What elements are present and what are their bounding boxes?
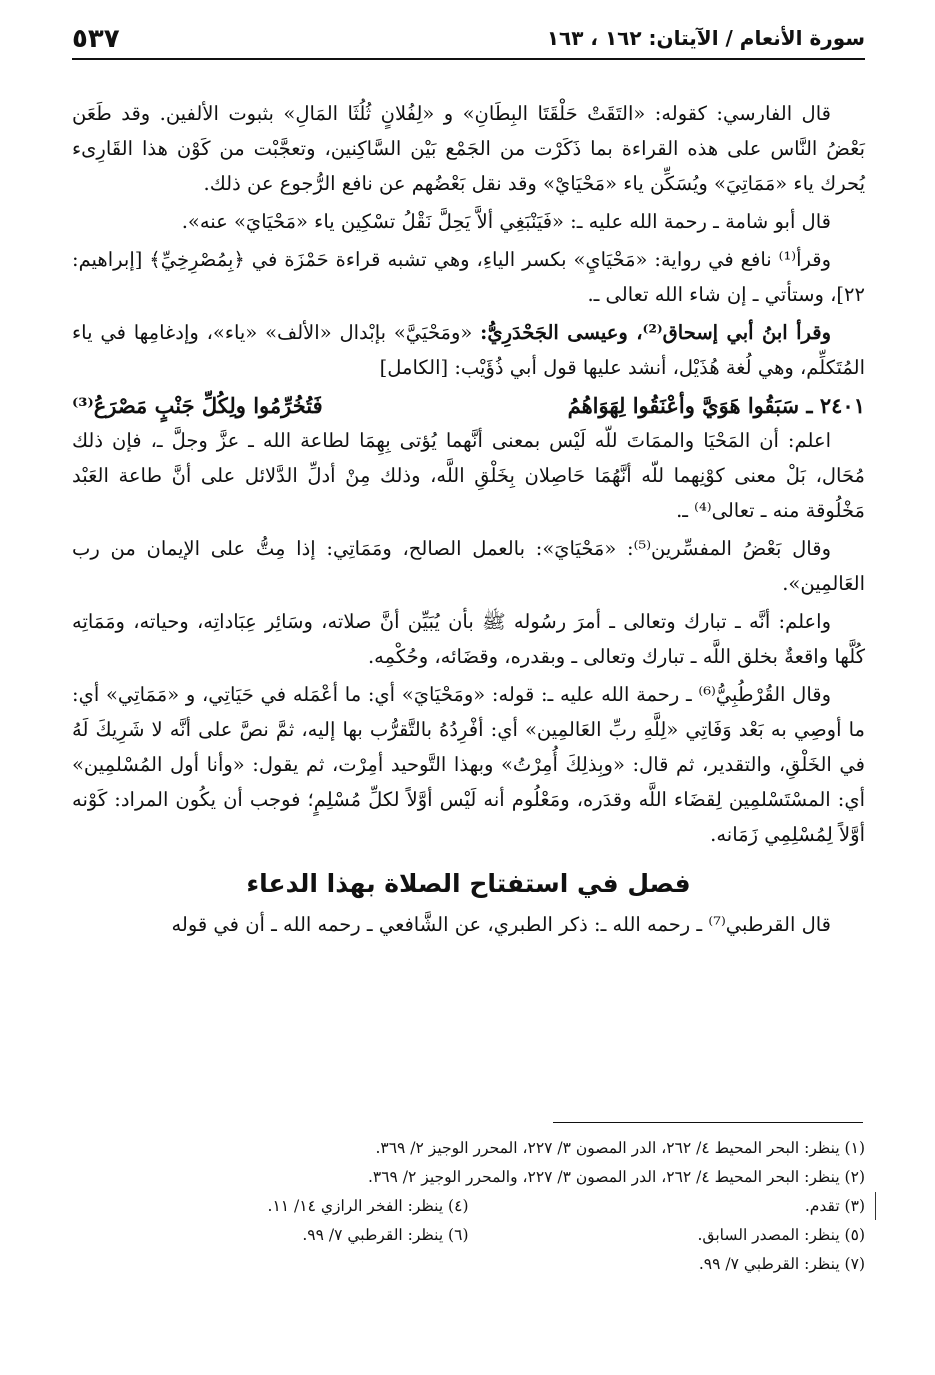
reading-description: «ومَحْيَيَّ» بإبْدال «الألف» «ياء»، وإدغامِها في ياء المُتَكلِّم، وهي لُغة هُذَيْل، أنشد عليها قول أبي ذُؤَيْب: [الكامل] xyxy=(72,321,865,379)
paragraph-ibn-abi-ishaq xyxy=(72,315,865,385)
paragraph-mufassirin: وقال بَعْضُ المفسِّرين⁽⁵⁾: «مَحْيَايَ»: بالعمل الصالح، ومَمَاتِي: إذا مِتُّ على الإيمان من رب العَالمِين». xyxy=(72,537,865,595)
paragraph-tabari: قال القرطبي⁽⁷⁾ ـ رحمه الله ـ: ذكر الطبري، عن الشَّافعي ـ رحمه الله ـ أن في قوله xyxy=(171,913,831,936)
footnote-4: (٤) ينظر: الفخر الرازي ١٤/ ١١. xyxy=(267,1197,469,1215)
page-number: ٥٣٧ xyxy=(72,24,120,54)
section-title: فصل في استفتاح الصلاة بهذا الدعاء xyxy=(246,869,691,898)
paragraph-waalam: واعلم: أنَّه ـ تبارك وتعالى ـ أمرَ رسُوله ﷺ بأن يُبَيِّن أنَّ صلاته، وسَائِر عِبَاداتِه، وحياته، ومَمَاتِه كُلَّها واقعةٌ بخلق اللَّه ـ تبارك وتعالى ـ وبقدره، وقضَائه، وحُكْمِه. xyxy=(72,610,865,668)
margin-mark xyxy=(875,1192,876,1220)
page-header xyxy=(72,22,865,62)
verse-second-hemistich: فَتُخُرِّمُوا ولِكُلِّ جَنْبٍ مَصْرَعُ⁽³⁾ xyxy=(72,393,323,418)
verse-first-hemistich: ٢٤٠١ ـ سَبَقُوا هَوَيَّ وأعْنَقُوا لِهَوَاهُمُ xyxy=(567,393,865,418)
header-rule xyxy=(72,58,865,60)
footnote-row xyxy=(72,1192,865,1221)
footnote-5: (٥) ينظر: المصدر السابق. xyxy=(697,1226,865,1244)
poetry-verse xyxy=(72,388,865,423)
footnotes xyxy=(72,1134,865,1279)
main-text xyxy=(72,96,865,945)
footnote-6: (٦) ينظر: القرطبي ٧/ ٩٩. xyxy=(302,1226,469,1244)
paragraph-nafi: وقرأ⁽¹⁾ نافع في رواية: «مَحْيَايِ» بكسر الياءِ، وهي تشبه قراءة حَمْزَة في ﴿بِمُصْرِخِيِّ﴾ [إبراهيم: ٢٢]، وستأتي ـ إن شاء الله تعالى ـ. xyxy=(72,248,865,306)
footnote-2: (٢) ينظر: البحر المحيط ٤/ ٢٦٢، الدر المصون ٣/ ٢٢٧، والمحرر الوجيز ٢/ ٣٦٩. xyxy=(367,1168,865,1186)
paragraph-ilm: اعلم: أن المَحْيَا والممَاتَ للّه لَيْس بمعنى أنَّهما يُؤتى بِهِمَا لطاعة الله ـ عزَّ وجلَّ ـ، فإن ذلك مُحَال، بَلْ معنى كوْنِهما للّه أنَّهُمَا حَاصِلان بِخَلْقِ اللَّه، وذلك مِنْ أدلِّ الدَّلائل على أنَّ طاعة العَبْد مَخْلُوقة منه ـ تعالى⁽⁴⁾ ـ. xyxy=(72,429,865,522)
paragraph-farisi: قال الفارسي: كقوله: «التَقَتْ حَلْقَتَا البِطَانِ» و «لِفُلانٍ ثُلُثَا المَالِ» بثبوت الألفين. وقد طَعَن بَعْضُ النَّاس على هذه القراءة بما ذَكَرْت من الجَمْع بَيْن السَّاكِنين، وتعجَّبْت من كَوْن هذا القَارِىء يُحرك ياء «مَمَاتِيَ» ويُسَكِّن ياء «مَحْيَايْ» وقد نقل بَعْضُهم عن نافع الرُّجوع عن ذلك. xyxy=(72,102,865,195)
readers-names: وقرأ ابنُ أبي إسحاق⁽²⁾، وعيسى الجَحْدَرِيُّ: xyxy=(480,321,832,344)
running-title: سورة الأنعام / الآيتان: ١٦٢ ، ١٦٣ xyxy=(546,26,865,50)
footnote-3: (٣) تقدم. xyxy=(804,1197,865,1215)
footnote-1: (١) ينظر: البحر المحيط ٤/ ٢٦٢، الدر المصون ٣/ ٢٢٧، المحرر الوجيز ٢/ ٣٦٩. xyxy=(375,1139,865,1157)
footnote-rule xyxy=(553,1122,863,1123)
footnote-row xyxy=(72,1221,865,1250)
paragraph-abu-shama: قال أبو شامة ـ رحمة الله عليه ـ: «فَيَنْبَغِي ألاَّ يَحِلَّ نَقْلُ تسْكِين ياء «مَحْيَايَ» عنه». xyxy=(181,210,831,233)
footnote-7: (٧) ينظر: القرطبي ٧/ ٩٩. xyxy=(698,1255,865,1273)
paragraph-qurtubi: وقال القُرْطُبِيُّ⁽⁶⁾ ـ رحمة الله عليه ـ: قوله: «ومَحْيَايَ» أي: ما أعْمَله في حَيَاتِي، و «مَمَاتِي» أي: ما أوصِي به بَعْد وَفَاتِي «لِلَّهِ ربِّ العَالمِين» أي: أفْرِدُهُ بالتَّقرُّب بها إليه، ثمَّ نصَّ على أنَّه لا شَرِيكَ لَهُ في الخَلْقِ، والتقدير، ثم قال: «وبِذلِكَ أُمِرْتُ» وبهذا التَّوحيد أمِرْت، ثم يقول: «وأنا أول المُسْلمِين» أي: المسْتَسْلمِين لِقضَاء اللَّه وقدَره، ومَعْلُوم أنه لَيْس أوَّلاً لكلِّ مُسْلِمٍ؛ فوجب أن يكُون المراد: كَوْنه أوَّلاً لِمُسْلِمِي زَمَانه. xyxy=(72,683,865,846)
